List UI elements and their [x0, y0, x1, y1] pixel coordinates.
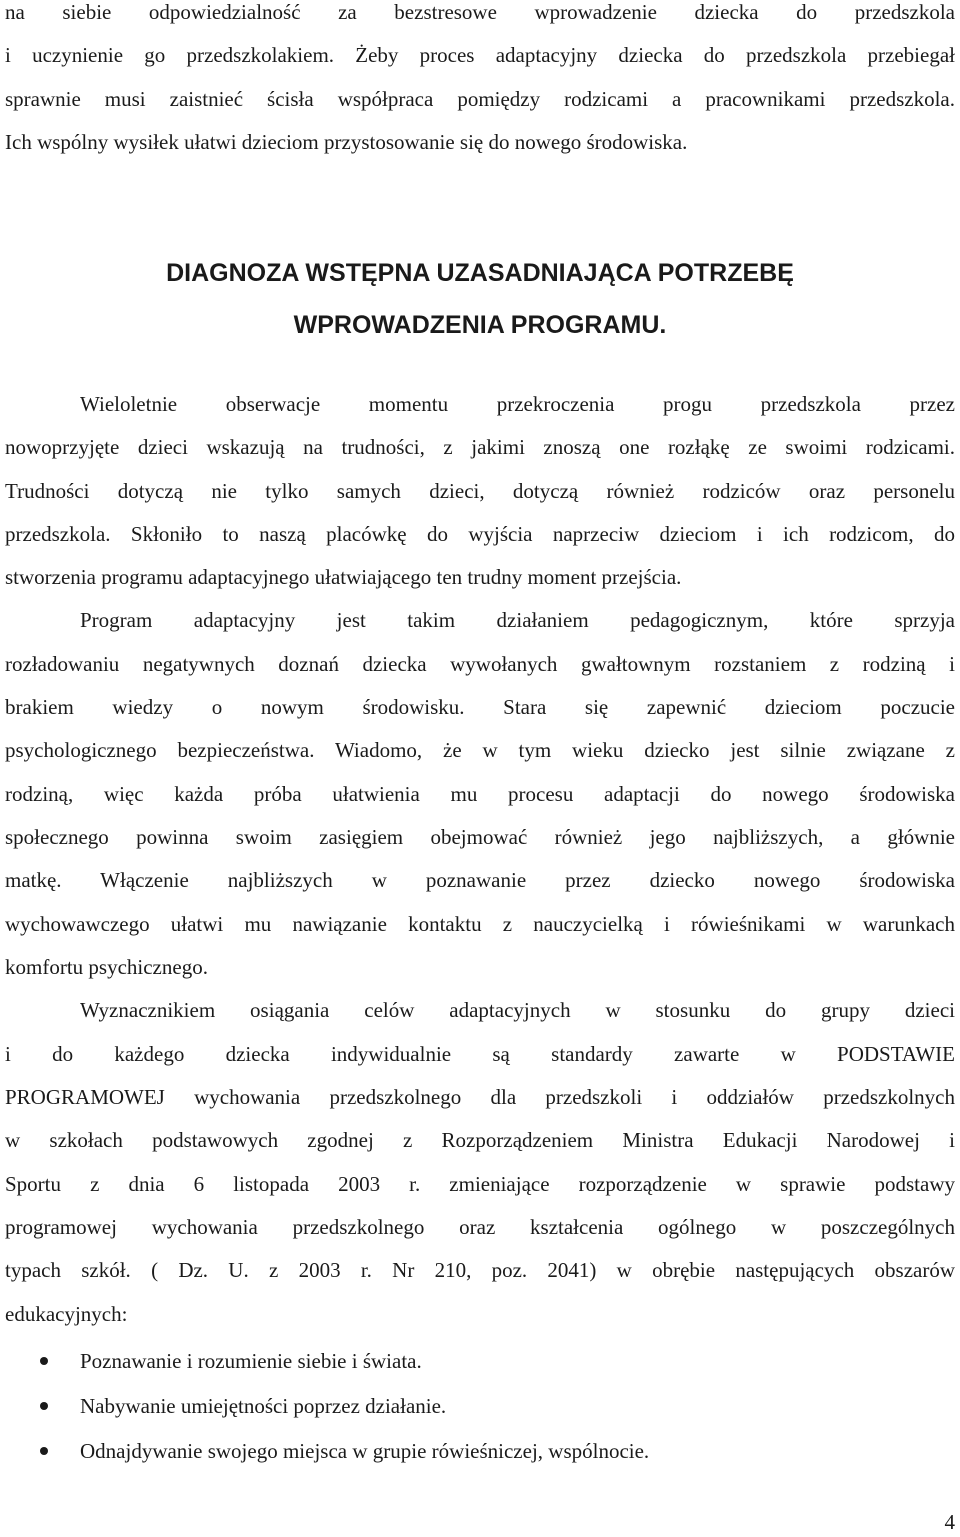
bullet-dot: [40, 1447, 48, 1455]
body-line: Trudności dotyczą nie tylko samych dzieci, dotyczą również rodziców oraz personelu: [5, 479, 955, 503]
body-line: programowej wychowania przedszkolnego oraz kształcenia ogólnego w poszczególnych: [5, 1215, 955, 1239]
intro-line: sprawnie musi zaistnieć ścisła współpraca pomiędzy rodzicami a pracownikami przedszkola.: [5, 87, 955, 111]
body-line: Program adaptacyjny jest takim działaniem pedagogicznym, które sprzyja: [80, 608, 955, 632]
body-line: wychowawczego ułatwi mu nawiązanie kontaktu z nauczycielką i rówieśnikami w warunkach: [5, 912, 955, 936]
body-line: PROGRAMOWEJ wychowania przedszkolnego dla przedszkoli i oddziałów przedszkolnych: [5, 1085, 955, 1109]
body-line: w szkołach podstawowych zgodnej z Rozporządzeniem Ministra Edukacji Narodowej i: [5, 1128, 955, 1152]
body-line: i do każdego dziecka indywidualnie są standardy zawarte w PODSTAWIE: [5, 1042, 955, 1066]
body-line: typach szkół. ( Dz. U. z 2003 r. Nr 210, poz. 2041) w obrębie następujących obszarów: [5, 1258, 955, 1282]
body-line: stworzenia programu adaptacyjnego ułatwiającego ten trudny moment przejścia.: [5, 565, 682, 589]
body-line: przedszkola. Skłoniło to naszą placówkę do wyjścia naprzeciw dzieciom i ich rodzicom, do: [5, 522, 955, 546]
intro-line: na siebie odpowiedzialność za bezstresowe wprowadzenie dziecka do przedszkola: [5, 0, 955, 24]
body-line: Sportu z dnia 6 listopada 2003 r. zmieniające rozporządzenie w sprawie podstawy: [5, 1172, 955, 1196]
section-heading-line1: DIAGNOZA WSTĘPNA UZASADNIAJĄCA POTRZEBĘ: [166, 259, 794, 287]
bullet-dot: [40, 1402, 48, 1410]
body-line: brakiem wiedzy o nowym środowisku. Stara się zapewnić dzieciom poczucie: [5, 695, 955, 719]
body-line: matkę. Włączenie najbliższych w poznawanie przez dziecko nowego środowiska: [5, 868, 955, 892]
page-number: 4: [944, 1510, 955, 1534]
body-line: Wyznacznikiem osiągania celów adaptacyjnych w stosunku do grupy dzieci: [80, 998, 955, 1022]
body-line: psychologicznego bezpieczeństwa. Wiadomo, że w tym wieku dziecko jest silnie związane z: [5, 738, 955, 762]
body-line: komfortu psychicznego.: [5, 955, 208, 979]
intro-line: Ich wspólny wysiłek ułatwi dzieciom przystosowanie się do nowego środowiska.: [5, 130, 688, 154]
bullet-item: Nabywanie umiejętności poprzez działanie.: [80, 1394, 447, 1418]
section-heading-line2: WPROWADZENIA PROGRAMU.: [293, 311, 667, 339]
body-line: społecznego powinna swoim zasięgiem obejmować również jego najbliższych, a głównie: [5, 825, 955, 849]
body-line: rodziną, więc każda próba ułatwienia mu procesu adaptacji do nowego środowiska: [5, 782, 955, 806]
intro-line: i uczynienie go przedszkolakiem. Żeby proces adaptacyjny dziecka do przedszkola przebiegał: [5, 43, 955, 67]
body-line: nowoprzyjęte dzieci wskazują na trudności, z jakimi znoszą one rozłąkę ze swoimi rodzicami.: [5, 435, 955, 459]
body-line: edukacyjnych:: [5, 1302, 128, 1326]
body-line: rozładowaniu negatywnych doznań dziecka wywołanych gwałtownym rozstaniem z rodziną i: [5, 652, 955, 676]
bullet-item: Odnajdywanie swojego miejsca w grupie rówieśniczej, wspólnocie.: [80, 1439, 650, 1463]
bullet-dot: [40, 1357, 48, 1365]
body-line: Wieloletnie obserwacje momentu przekroczenia progu przedszkola przez: [80, 392, 955, 416]
bullet-item: Poznawanie i rozumienie siebie i świata.: [80, 1349, 422, 1373]
